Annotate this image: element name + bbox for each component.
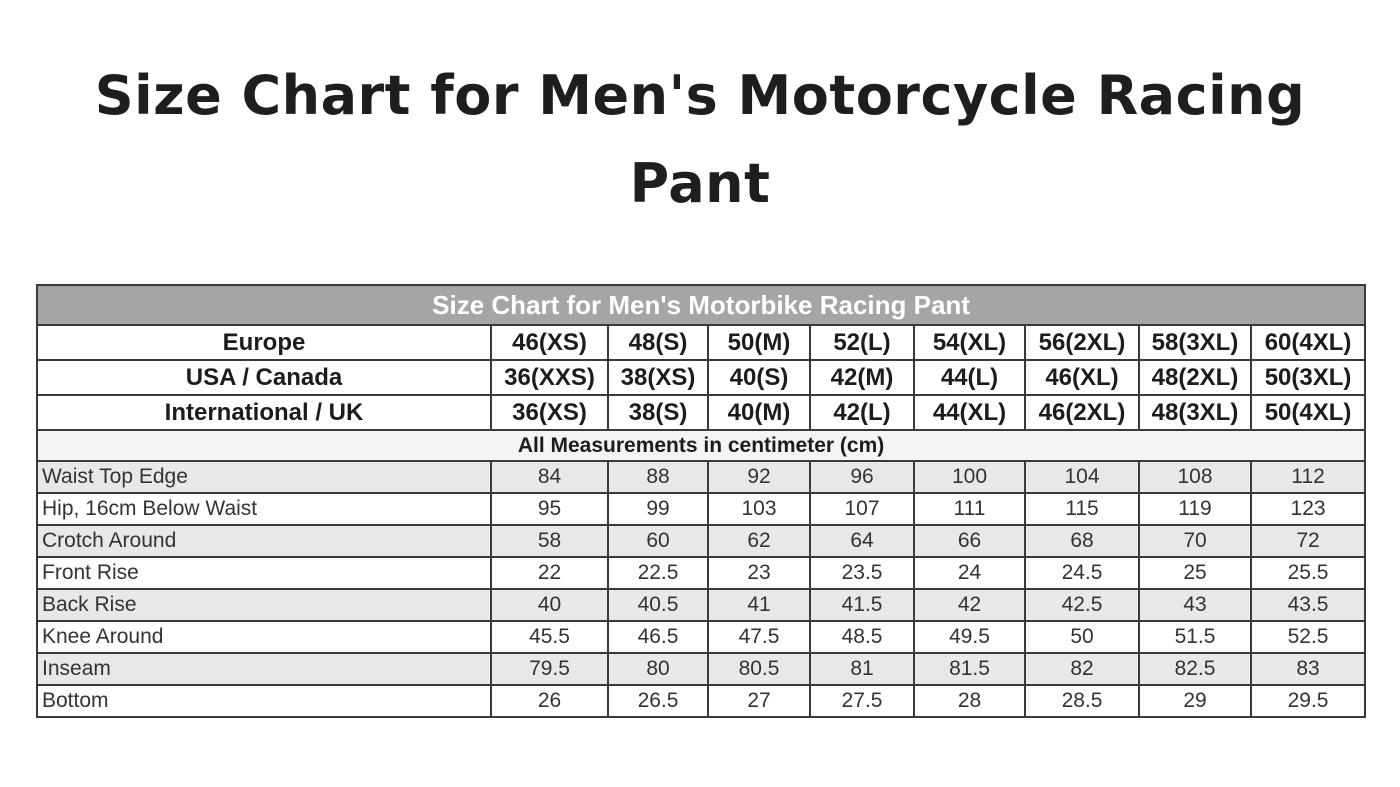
table-cell: 28: [914, 685, 1025, 717]
table-cell: 46(XL): [1025, 360, 1139, 395]
table-cell: 96: [810, 461, 914, 493]
table-cell: 84: [491, 461, 608, 493]
table-cell: 49.5: [914, 621, 1025, 653]
table-cell: 108: [1139, 461, 1251, 493]
table-cell: 82.5: [1139, 653, 1251, 685]
table-cell: 48.5: [810, 621, 914, 653]
table-cell: 38(XS): [608, 360, 708, 395]
table-cell: 29.5: [1251, 685, 1365, 717]
row-label: Waist Top Edge: [37, 461, 491, 493]
table-cell: 50: [1025, 621, 1139, 653]
page-title: [0, 52, 1400, 228]
table-cell: 107: [810, 493, 914, 525]
table-cell: 70: [1139, 525, 1251, 557]
table-cell: 24.5: [1025, 557, 1139, 589]
row-label: Back Rise: [37, 589, 491, 621]
table-cell: 81: [810, 653, 914, 685]
table-cell: 46(2XL): [1025, 395, 1139, 430]
row-label: Bottom: [37, 685, 491, 717]
table-cell: 104: [1025, 461, 1139, 493]
table-cell: 82: [1025, 653, 1139, 685]
table-cell: 72: [1251, 525, 1365, 557]
table-cell: 22.5: [608, 557, 708, 589]
page-title-line-1: Size Chart for Men's Motorcycle Racing: [94, 64, 1306, 127]
row-label: Europe: [37, 325, 491, 360]
measurement-row-bottom: [37, 685, 1365, 717]
table-cell: 52.5: [1251, 621, 1365, 653]
table-cell: 41.5: [810, 589, 914, 621]
table-cell: 115: [1025, 493, 1139, 525]
table-cell: 54(XL): [914, 325, 1025, 360]
table-cell: 44(L): [914, 360, 1025, 395]
table-cell: 25.5: [1251, 557, 1365, 589]
table-cell: 95: [491, 493, 608, 525]
table-cell: 22: [491, 557, 608, 589]
measurement-row-back-rise: [37, 589, 1365, 621]
size-row-usa-canada: [37, 360, 1365, 395]
table-cell: 50(3XL): [1251, 360, 1365, 395]
size-row-europe: [37, 325, 1365, 360]
table-cell: 43: [1139, 589, 1251, 621]
table-cell: 42.5: [1025, 589, 1139, 621]
table-cell: 42(M): [810, 360, 914, 395]
table-cell: 79.5: [491, 653, 608, 685]
table-cell: 81.5: [914, 653, 1025, 685]
table-cell: 60(4XL): [1251, 325, 1365, 360]
table-cell: 23.5: [810, 557, 914, 589]
table-cell: 50(4XL): [1251, 395, 1365, 430]
measurement-row-knee-around: [37, 621, 1365, 653]
table-cell: 36(XS): [491, 395, 608, 430]
table-cell: 68: [1025, 525, 1139, 557]
row-label: Knee Around: [37, 621, 491, 653]
measurement-row-crotch-around: [37, 525, 1365, 557]
measurement-row-hip-16cm-below-waist: [37, 493, 1365, 525]
table-cell: 100: [914, 461, 1025, 493]
table-cell: 58(3XL): [1139, 325, 1251, 360]
table-cell: 88: [608, 461, 708, 493]
table-cell: 92: [708, 461, 810, 493]
table-cell: 27: [708, 685, 810, 717]
table-cell: 123: [1251, 493, 1365, 525]
table-cell: 24: [914, 557, 1025, 589]
measurement-row-inseam: [37, 653, 1365, 685]
table-cell: 66: [914, 525, 1025, 557]
row-label: Inseam: [37, 653, 491, 685]
table-cell: 47.5: [708, 621, 810, 653]
size-row-international-uk: [37, 395, 1365, 430]
units-note: All Measurements in centimeter (cm): [37, 430, 1365, 461]
table-cell: 42(L): [810, 395, 914, 430]
page-title-line-2: Pant: [629, 152, 771, 215]
table-cell: 40(M): [708, 395, 810, 430]
table-cell: 48(3XL): [1139, 395, 1251, 430]
row-label: Crotch Around: [37, 525, 491, 557]
table-cell: 111: [914, 493, 1025, 525]
table-cell: 58: [491, 525, 608, 557]
size-chart-table: [36, 284, 1366, 718]
table-cell: 40: [491, 589, 608, 621]
table-cell: 103: [708, 493, 810, 525]
table-cell: 80: [608, 653, 708, 685]
table-cell: 27.5: [810, 685, 914, 717]
measurement-row-waist-top-edge: [37, 461, 1365, 493]
row-label: International / UK: [37, 395, 491, 430]
table-cell: 64: [810, 525, 914, 557]
table-cell: 56(2XL): [1025, 325, 1139, 360]
table-cell: 43.5: [1251, 589, 1365, 621]
table-cell: 45.5: [491, 621, 608, 653]
table-caption: Size Chart for Men's Motorbike Racing Pant: [37, 285, 1365, 325]
table-cell: 80.5: [708, 653, 810, 685]
table-cell: 83: [1251, 653, 1365, 685]
table-cell: 40(S): [708, 360, 810, 395]
table-cell: 99: [608, 493, 708, 525]
table-cell: 23: [708, 557, 810, 589]
table-cell: 38(S): [608, 395, 708, 430]
row-label: Front Rise: [37, 557, 491, 589]
table-cell: 112: [1251, 461, 1365, 493]
table-cell: 60: [608, 525, 708, 557]
table-cell: 26.5: [608, 685, 708, 717]
units-row: [37, 430, 1365, 461]
table-cell: 42: [914, 589, 1025, 621]
table-cell: 51.5: [1139, 621, 1251, 653]
table-cell: 62: [708, 525, 810, 557]
table-cell: 29: [1139, 685, 1251, 717]
table-cell: 50(M): [708, 325, 810, 360]
table-cell: 41: [708, 589, 810, 621]
size-chart: [36, 284, 1364, 718]
table-cell: 119: [1139, 493, 1251, 525]
measurement-row-front-rise: [37, 557, 1365, 589]
table-cell: 48(2XL): [1139, 360, 1251, 395]
table-cell: 46(XS): [491, 325, 608, 360]
row-label: USA / Canada: [37, 360, 491, 395]
row-label: Hip, 16cm Below Waist: [37, 493, 491, 525]
table-cell: 52(L): [810, 325, 914, 360]
table-cell: 25: [1139, 557, 1251, 589]
table-cell: 40.5: [608, 589, 708, 621]
table-cell: 46.5: [608, 621, 708, 653]
table-cell: 28.5: [1025, 685, 1139, 717]
table-cell: 48(S): [608, 325, 708, 360]
table-cell: 44(XL): [914, 395, 1025, 430]
table-cell: 26: [491, 685, 608, 717]
table-cell: 36(XXS): [491, 360, 608, 395]
